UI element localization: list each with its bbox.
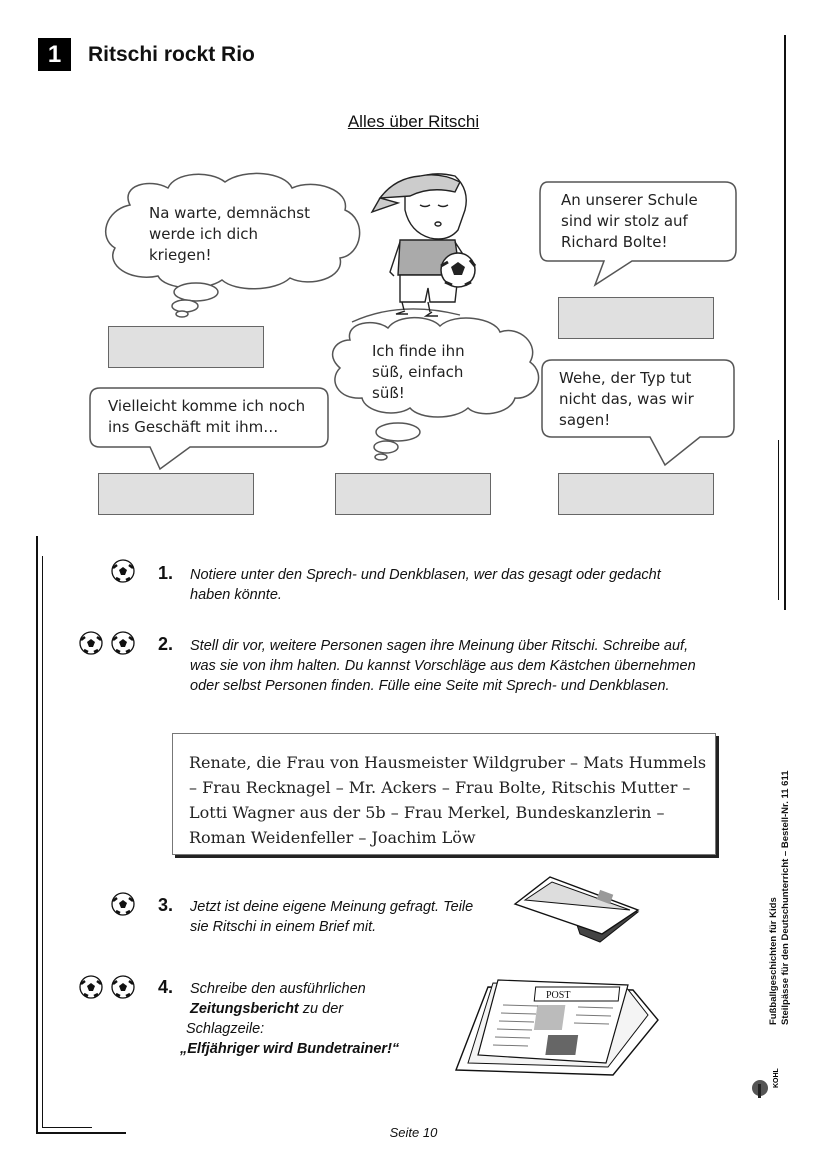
task-4-text-bold: Zeitungsbericht	[190, 1001, 299, 1017]
task-1-number: 1.	[158, 563, 174, 583]
answer-box-4[interactable]	[335, 473, 491, 515]
task-4-number: 4.	[158, 977, 174, 997]
task-2-number: 2.	[158, 634, 174, 654]
section-subtitle: Alles über Ritschi	[347, 112, 480, 131]
soccer-ball-icon	[112, 632, 134, 654]
chapter-number: 1	[38, 38, 71, 71]
thought-bubble-3-text: Ich finde ihn süß, einfach süß!	[372, 342, 465, 402]
boy-illustration	[352, 174, 468, 322]
task-2-text: Stell dir vor, weitere Personen sagen ihre Meinung über Ritschi. Schreibe auf, was sie von ihm halten. Du kannst Vorschläge aus dem Kästchen übernehmen oder selbst Personen finden. Fülle eine Seite mit Sprech- und Denkblasen.	[190, 638, 696, 694]
task-4-text-a: Schreibe den ausführlichen	[190, 981, 366, 997]
task-1-text: Notiere unter den Sprech- und Denkblasen, wer das gesagt oder gedacht haben könnte.	[190, 567, 661, 603]
frame-line-right-inner	[778, 440, 779, 600]
side-publisher-text	[768, 771, 792, 1026]
soccer-ball-icon	[112, 976, 134, 998]
bubbles-illustration	[0, 0, 827, 530]
page-footer: Seite 10	[389, 1125, 438, 1140]
answer-box-1[interactable]	[108, 326, 264, 368]
speech-bubble-5-text: Wehe, der Typ tut nicht das, was wir sagen!	[559, 369, 694, 429]
frame-line-left-inner	[42, 556, 43, 1128]
side-line-1: Fußballgeschichten für Kids	[768, 897, 779, 1025]
task-4-headline-label: Schlagzeile:	[186, 1021, 265, 1037]
soccer-ball-icon	[80, 632, 102, 654]
answer-box-3[interactable]	[98, 473, 254, 515]
answer-box-5[interactable]	[558, 473, 714, 515]
speech-bubble-2-text: An unserer Schule sind wir stolz auf Richard Bolte!	[561, 191, 698, 251]
page-title: Ritschi rockt Rio	[88, 43, 255, 66]
thought-bubble-1-text: Na warte, demnächst werde ich dich kriegen!	[149, 204, 310, 264]
frame-line-right	[784, 35, 786, 610]
task-4-text	[190, 979, 450, 1019]
soccer-ball-icon	[112, 893, 134, 915]
newspaper-title: POST	[546, 990, 571, 1001]
answer-box-2[interactable]	[558, 297, 714, 339]
names-box: Renate, die Frau von Hausmeister Wildgruber – Mats Hummels – Frau Recknagel – Mr. Ackers – Frau Bolte, Ritschis Mutter – Lotti Wagner aus der 5b – Frau Merkel, Bundeskanzlerin – Roman Weidenfeller – Joachim Löw	[172, 733, 716, 855]
frame-line-left	[36, 536, 38, 1134]
soccer-ball-icon	[80, 976, 102, 998]
task-4-headline: „Elfjähriger wird Bundetrainer!“	[180, 1041, 400, 1057]
task-4-text-c: zu der	[298, 1001, 344, 1017]
side-line-2: Steilpässe für den Deutschunterricht – Bestell-Nr. 11 611	[780, 770, 791, 1025]
publisher-logo	[748, 1040, 788, 1100]
newspaper-illustration	[448, 965, 663, 1080]
task-3-text: Jetzt ist deine eigene Meinung gefragt. Teile sie Ritschi in einem Brief mit.	[190, 899, 474, 935]
soccer-ball-icon	[441, 253, 475, 287]
soccer-ball-icon	[112, 560, 134, 582]
task-3-number: 3.	[158, 895, 174, 915]
envelope-illustration	[510, 872, 645, 944]
speech-bubble-4-text: Vielleicht komme ich noch ins Geschäft mit ihm…	[108, 397, 306, 436]
publisher-name: KOHL	[773, 1068, 780, 1088]
